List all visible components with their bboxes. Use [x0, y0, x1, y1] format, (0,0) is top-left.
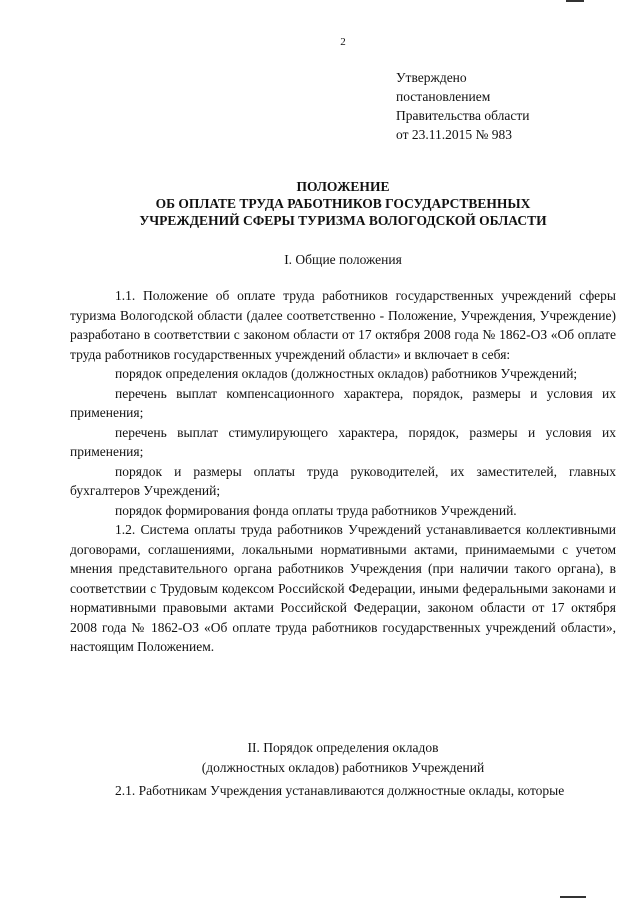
section-body-salaries	[70, 781, 616, 801]
section-heading-text: (должностных окладов) работников Учреждений	[201, 759, 485, 775]
document-title	[70, 178, 616, 229]
paragraph: порядок определения окладов (должностных окладов) работников Учреждений;	[115, 366, 578, 381]
title-line: УЧРЕЖДЕНИЙ СФЕРЫ ТУРИЗМА ВОЛОГОДСКОЙ ОБЛАСТИ	[139, 213, 547, 228]
paragraph: порядок формирования фонда оплаты труда работников Учреждений.	[115, 502, 517, 518]
approval-line: от 23.11.2015 № 983	[396, 127, 512, 142]
approval-stamp	[396, 68, 529, 144]
approval-line: Правительства области	[396, 108, 530, 123]
paragraph: порядок и размеры оплаты труда руководителей, их заместителей, главных бухгалтеров Учреждений;	[70, 463, 616, 498]
section-heading-text: II. Порядок определения окладов	[247, 740, 439, 755]
section-heading-salaries	[70, 738, 616, 777]
scan-artifact	[566, 0, 584, 2]
title-line: ПОЛОЖЕНИЕ	[296, 179, 390, 194]
paragraph: 1.2. Система оплаты труда работников Учреждений устанавливается коллективными договорами, соглашениями, локальными нормативными актами, принимаемыми с учетом мнения представительного органа работников Учреждения (при наличии такого органа), в соответствии с Трудовым кодексом Российской Федерации, иными федеральными законами и нормативными правовыми актами Российской Федерации, законом области от 17 октября 2008 года № 1862-ОЗ «Об оплате труда работников государственных учреждений области», настоящим Положением.	[70, 522, 616, 654]
page-number: 2	[340, 36, 346, 48]
paragraph: 1.1. Положение об оплате труда работников государственных учреждений сферы туризма Вологодской области (далее соответственно - Положение, Учреждения, Учреждение) разработано в соответствии с законом области от 17 октября 2008 года № 1862-ОЗ «Об оплате труда работников государственных учреждений области» и включает в себя:	[70, 288, 616, 362]
paragraph: перечень выплат стимулирующего характера, порядок, размеры и условия их применения;	[70, 424, 616, 459]
paragraph: 2.1. Работникам Учреждения устанавливаются должностные оклады, которые	[115, 783, 565, 798]
approval-line: Утверждено	[396, 70, 467, 85]
title-line: ОБ ОПЛАТЕ ТРУДА РАБОТНИКОВ ГОСУДАРСТВЕННЫХ	[155, 196, 531, 211]
section-heading-general	[70, 250, 616, 270]
approval-line: постановлением	[396, 89, 491, 104]
section-heading-text: I. Общие положения	[284, 252, 402, 267]
scan-artifact	[560, 896, 586, 898]
section-body-general	[70, 286, 616, 657]
paragraph: перечень выплат компенсационного характера, порядок, размеры и условия их применения;	[70, 385, 616, 420]
